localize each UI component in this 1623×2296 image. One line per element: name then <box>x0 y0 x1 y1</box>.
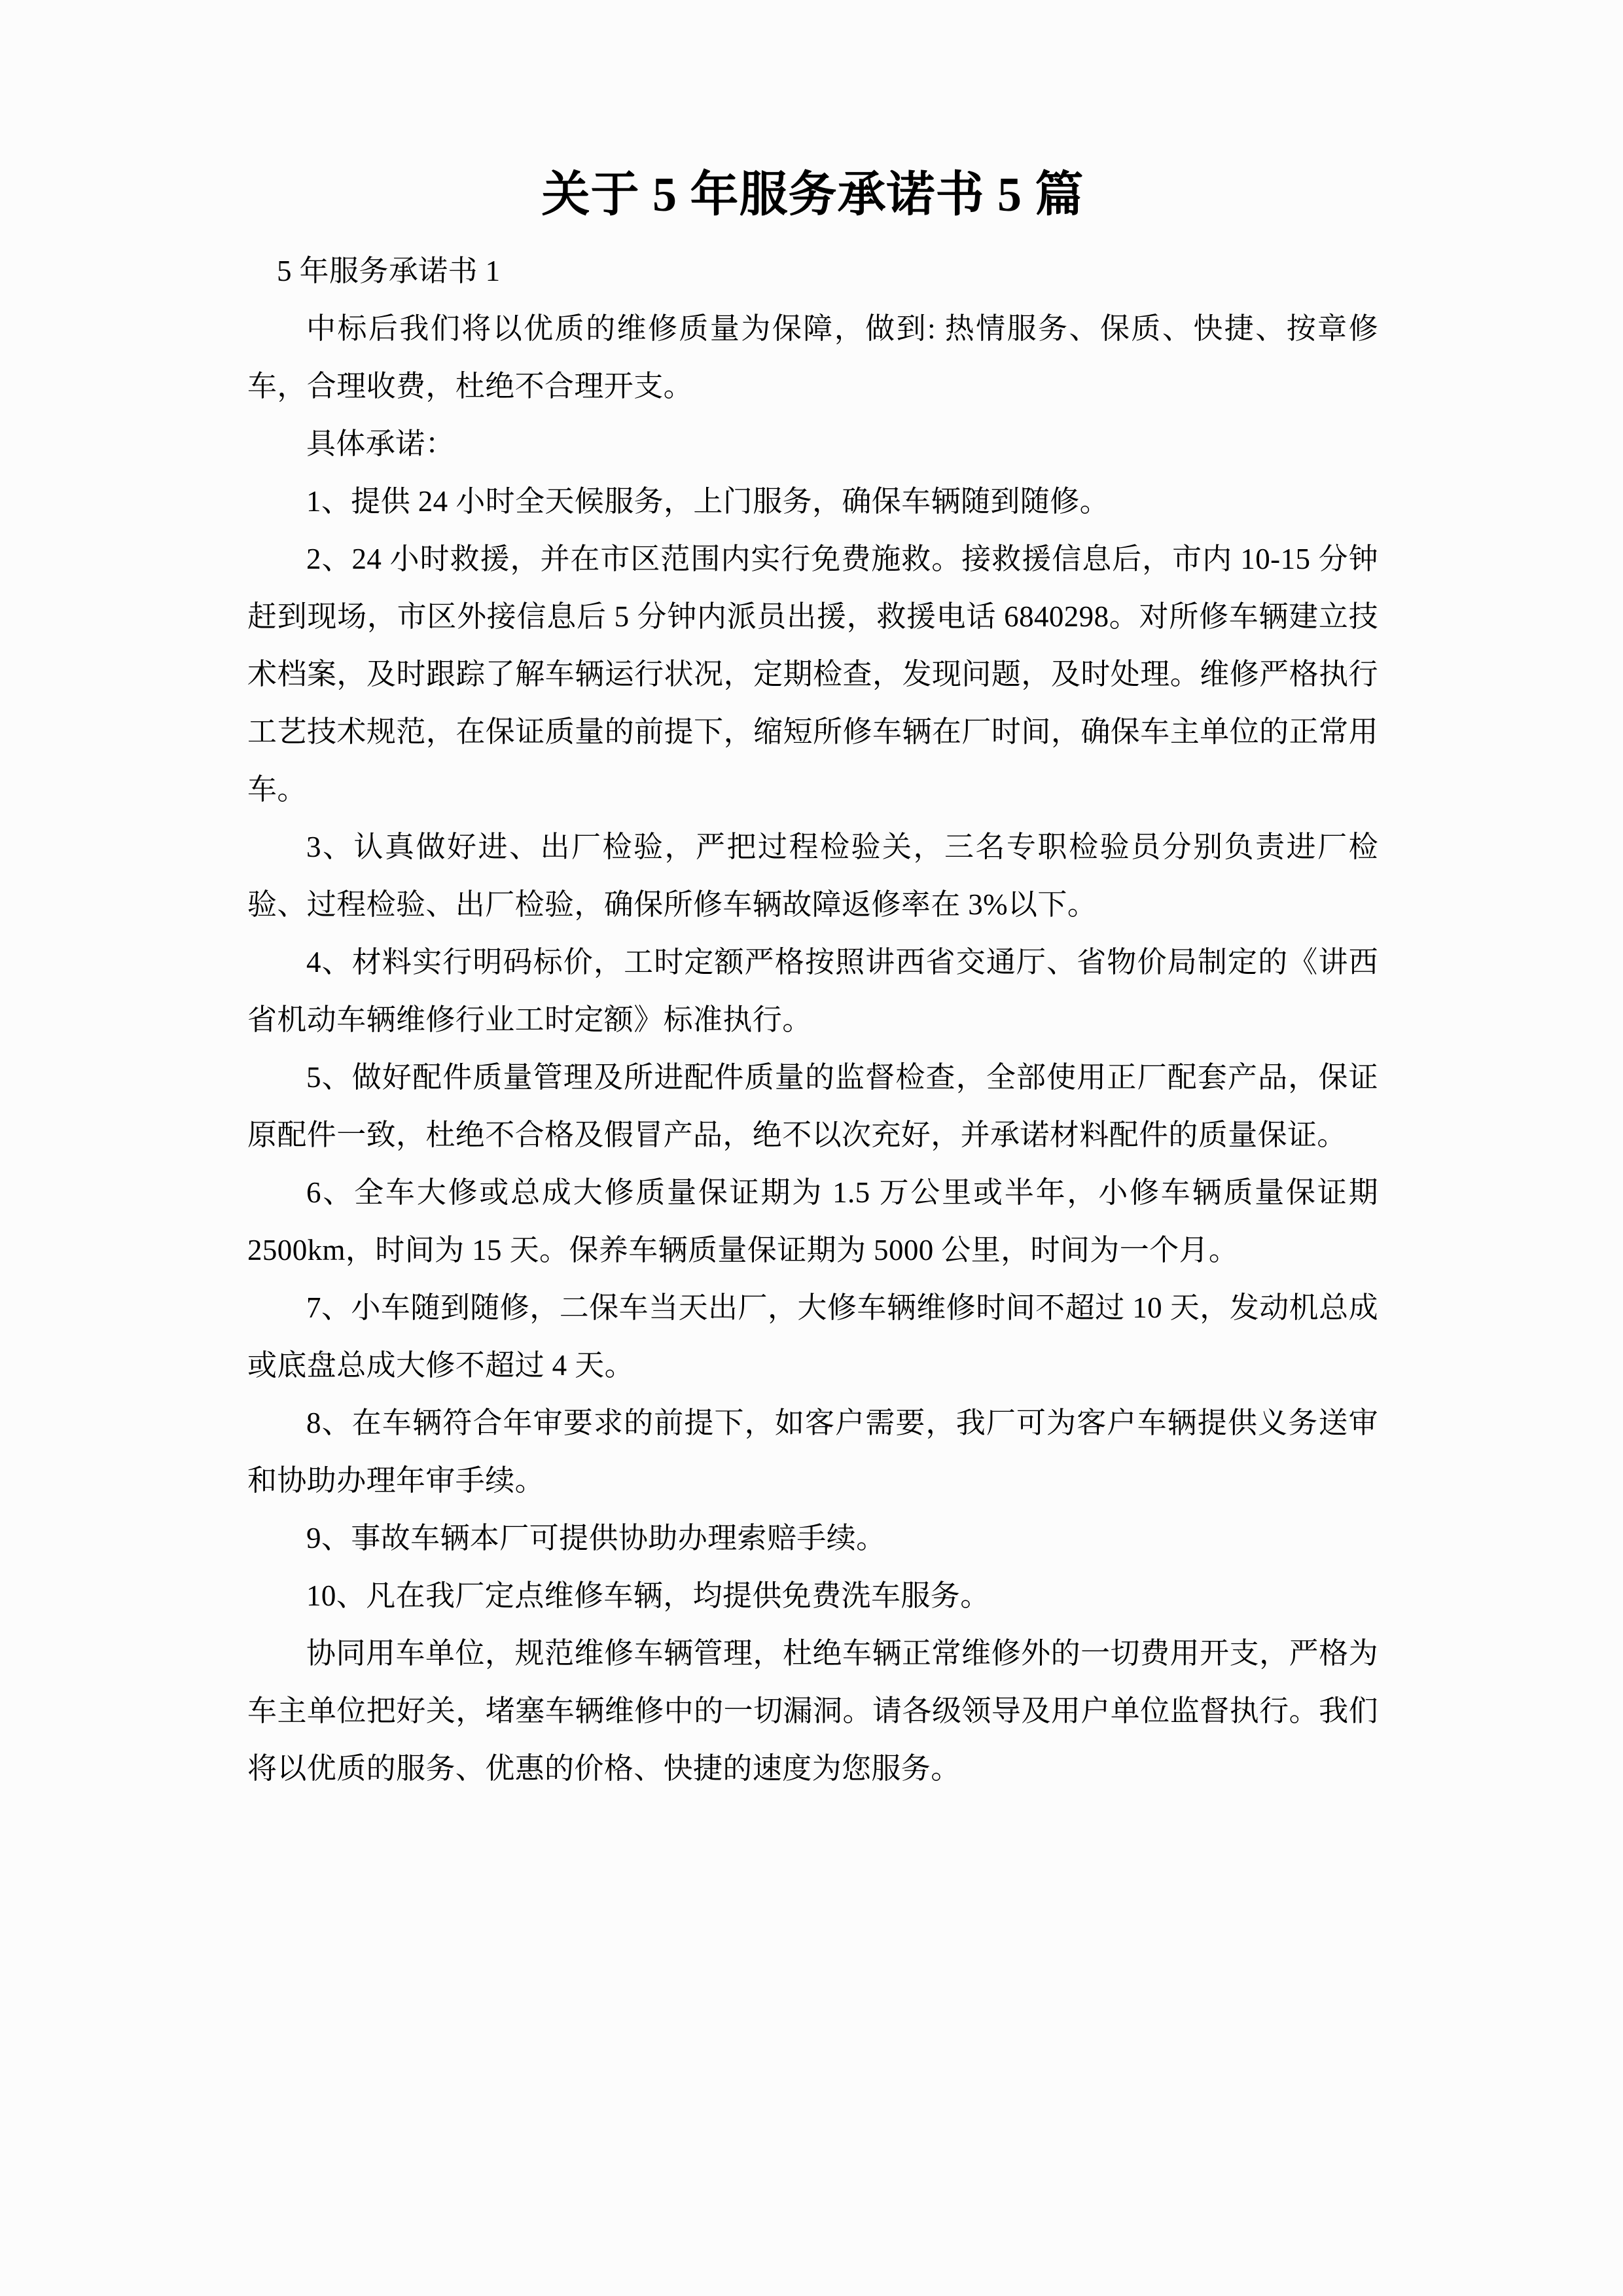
list-item-6: 6、全车大修或总成大修质量保证期为 1.5 万公里或半年，小修车辆质量保证期 2500km，时间为 15 天。保养车辆质量保证期为 5000 公里，时间为一个月。 <box>247 1175 1378 1266</box>
section-heading: 5 年服务承诺书 1 <box>277 254 501 287</box>
paragraph-intro: 中标后我们将以优质的维修质量为保障，做到: 热情服务、保质、快捷、按章修车，合理收费，杜绝不合理开支。 <box>247 312 1378 403</box>
paragraph-closing: 协同用车单位，规范维修车辆管理，杜绝车辆正常维修外的一切费用开支，严格为车主单位把好关，堵塞车辆维修中的一切漏洞。请各级领导及用户单位监督执行。我们将以优质的服务、优惠的价格、快捷的速度为您服务。 <box>247 1636 1378 1785</box>
list-item-8: 8、在车辆符合年审要求的前提下，如客户需要，我厂可为客户车辆提供义务送审和协助办理年审手续。 <box>247 1406 1378 1497</box>
list-item-4: 4、材料实行明码标价，工时定额严格按照讲西省交通厅、省物价局制定的《讲西省机动车辆维修行业工时定额》标准执行。 <box>247 945 1378 1036</box>
page-title: 关于 5 年服务承诺书 5 篇 <box>541 168 1084 222</box>
paragraph-commitments-lead: 具体承诺： <box>306 427 455 460</box>
list-item-2: 2、24 小时救援，并在市区范围内实行免费施救。接救援信息后，市内 10-15 分钟赶到现场，市区外接信息后 5 分钟内派员出援，救援电话 6840298。对所修车辆建立技术档案，及时跟踪了解车辆运行状况，定期检查，发现问题，及时处理。维修严格执行工艺技术规范，在保证质量的前提下，缩短所修车辆在厂时间，确保车主单位的正常用车。 <box>247 542 1378 806</box>
list-item-10: 10、凡在我厂定点维修车辆，均提供免费洗车服务。 <box>306 1579 990 1612</box>
list-item-9: 9、事故车辆本厂可提供协助办理索赔手续。 <box>306 1521 886 1554</box>
list-item-1: 1、提供 24 小时全天候服务，上门服务，确保车辆随到随修。 <box>306 484 1110 518</box>
list-item-7: 7、小车随到随修，二保车当天出厂，大修车辆维修时间不超过 10 天，发动机总成或底盘总成大修不超过 4 天。 <box>247 1291 1378 1382</box>
list-item-5: 5、做好配件质量管理及所进配件质量的监督检查，全部使用正厂配套产品，保证原配件一致，杜绝不合格及假冒产品，绝不以次充好，并承诺材料配件的质量保证。 <box>247 1060 1378 1151</box>
list-item-3: 3、认真做好进、出厂检验，严把过程检验关，三名专职检验员分别负责进厂检验、过程检验、出厂检验，确保所修车辆故障返修率在 3%以下。 <box>247 830 1378 921</box>
document-body <box>247 164 1378 1797</box>
